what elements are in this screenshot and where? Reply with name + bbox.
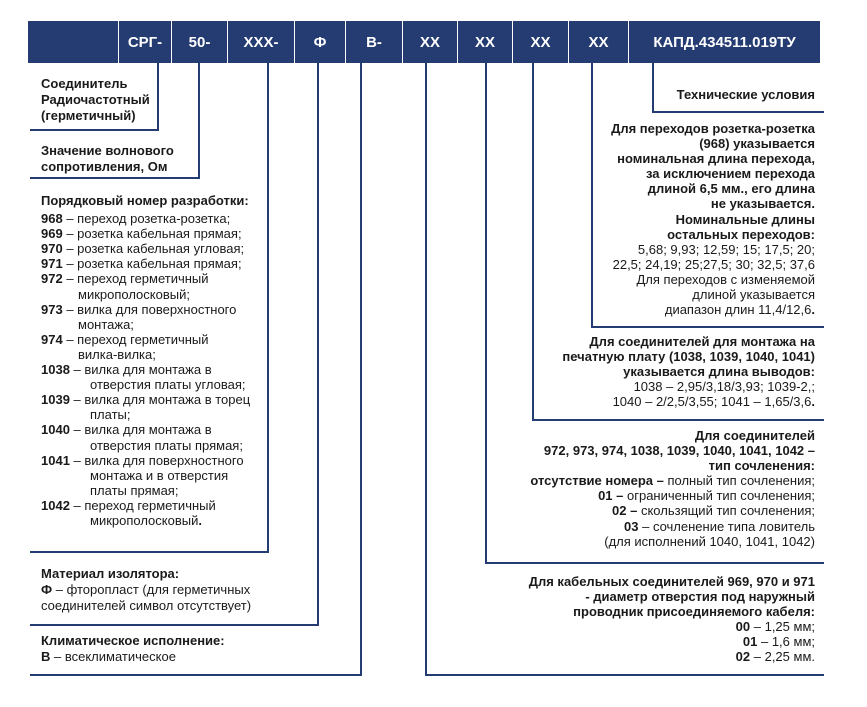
serial-text-cont: платы прямая; <box>90 482 179 498</box>
cable-line: проводник присоединяемого кабеля: <box>573 604 815 620</box>
serial-text-cont: платы; <box>90 407 131 423</box>
transitions-line: (968) указывается <box>699 136 815 152</box>
cable-line: Для кабельных соединителей 969, 970 и 971 <box>528 574 815 589</box>
transitions-line: Для переходов розетка-розетка <box>611 121 815 136</box>
serial-item <box>41 302 250 317</box>
serial-item <box>41 271 250 286</box>
transitions-value: диапазон длин 11,4/12,6 <box>664 302 812 318</box>
serial-text: – вилка для поверхностного <box>66 301 237 317</box>
serial-item <box>41 362 250 377</box>
serial-item <box>41 332 250 347</box>
mating-text: скользящий тип сочленения; <box>637 503 815 519</box>
serial-item <box>41 226 250 241</box>
serial-code: 971 <box>41 256 63 272</box>
transitions-value: Для переходов с изменяемой <box>636 271 815 287</box>
transitions-end-dot: . <box>811 302 815 318</box>
header-cell-pcb: ХХ <box>513 21 568 63</box>
mating-note: (для исполнений 1040, 1041, 1042) <box>604 533 815 549</box>
serial-code: 1039 <box>41 392 70 408</box>
serial-text: – переход герметичный <box>66 331 209 347</box>
serial-item <box>41 453 250 468</box>
transitions-line: номинальная длина перехода, <box>617 151 815 167</box>
serial-text-cont: вилка-вилка; <box>78 346 156 362</box>
pcb-end-dot: . <box>811 394 815 410</box>
header-cell-mating: ХХ <box>458 21 512 63</box>
climate-heading: Климатическое исполнение: <box>41 633 225 648</box>
serial-text: – розетка кабельная угловая; <box>66 241 245 257</box>
header-cell-serial: ХХХ- <box>228 21 294 63</box>
serial-item <box>41 392 250 407</box>
transitions-value: 22,5; 24,19; 25;27,5; 30; 32,5; 37,6 <box>612 256 815 272</box>
serial-text: – розетка кабельная прямая; <box>66 256 242 272</box>
serial-item <box>41 498 250 513</box>
spec-text: Технические условия <box>676 87 815 102</box>
serial-text: – переход герметичный <box>66 271 209 287</box>
mating-code: 01 – <box>598 488 624 504</box>
serial-code: 1038 <box>41 362 70 378</box>
climate-text: – всеклиматическое <box>54 649 176 664</box>
serial-code: 1040 <box>41 422 70 438</box>
header-cell-insulator: Ф <box>295 21 345 63</box>
serial-code: 968 <box>41 211 63 227</box>
serial-end-dot: . <box>198 512 202 528</box>
pcb-value: 1038 – 2,95/3,18/3,93; 1039-2,; <box>633 379 815 395</box>
mating-option <box>530 473 815 488</box>
transitions-line: не указывается. <box>710 196 815 212</box>
serial-item <box>41 241 250 256</box>
transitions-line: за исключением перехода <box>645 166 815 182</box>
serial-code: 974 <box>41 331 63 347</box>
climate-block <box>41 633 225 665</box>
header-cell-spec: КАПД.434511.019ТУ <box>629 21 820 63</box>
insulator-block <box>41 566 251 614</box>
cable-code: 00 <box>735 619 751 635</box>
serial-heading: Порядковый номер разработки: <box>41 193 249 208</box>
pcb-line: печатную плату (1038, 1039, 1040, 1041) <box>562 349 815 365</box>
mating-option <box>530 519 815 534</box>
connector-line: Радиочастотный <box>41 92 150 107</box>
cable-code: 02 <box>735 649 751 665</box>
serial-text: – переход герметичный <box>73 497 216 513</box>
serial-text-cont <box>41 513 250 528</box>
cable-option <box>529 634 815 649</box>
insulator-text-cont: соединителей символ отсутствует) <box>41 598 252 613</box>
impedance-block <box>41 143 174 175</box>
spec-block <box>677 87 815 102</box>
header-cell-length: ХХ <box>569 21 628 63</box>
insulator-heading: Материал изолятора: <box>41 566 180 581</box>
cable-option <box>529 649 815 664</box>
serial-code: 970 <box>41 241 63 257</box>
impedance-line: сопротивления, Ом <box>41 159 168 174</box>
transitions-block <box>611 121 815 317</box>
connector-line: (герметичный) <box>41 108 136 123</box>
mating-option <box>530 488 815 503</box>
serial-block <box>41 193 250 528</box>
serial-text: – переход розетка-розетка; <box>66 211 231 227</box>
serial-text: – розетка кабельная прямая; <box>66 226 242 242</box>
pcb-line: Для соединителей для монтажа на <box>589 334 815 349</box>
serial-text: – вилка для монтажа в <box>73 362 212 378</box>
serial-text-cont: монтажа и в отверстия <box>90 467 229 483</box>
serial-text-cont: отверстия платы прямая; <box>90 437 243 453</box>
serial-text: – вилка для монтажа в <box>73 422 212 438</box>
cable-text: – 1,6 мм; <box>757 634 815 650</box>
mating-text: ограниченный тип сочленения; <box>623 488 815 504</box>
transitions-value: 5,68; 9,93; 12,59; 15; 17,5; 20; <box>637 241 815 257</box>
serial-text: микрополосковый <box>90 512 199 528</box>
connector-block <box>41 76 150 124</box>
mating-line: Для соединителей <box>694 428 815 443</box>
pcb-value: 1040 – 2/2,5/3,55; 1041 – 1,65/3,6 <box>612 394 812 410</box>
mating-option <box>530 503 815 518</box>
serial-text: – вилка для монтажа в торец <box>73 392 251 408</box>
mating-code: отсутствие номера – <box>530 473 664 489</box>
serial-item <box>41 256 250 271</box>
insulator-text: – фторопласт (для герметичных <box>55 582 251 597</box>
serial-text-cont: микрополосковый; <box>78 286 190 302</box>
pcb-line: указывается длина выводов: <box>623 364 815 380</box>
header-cell-climate: В- <box>346 21 402 63</box>
cable-code: 01 <box>742 634 758 650</box>
serial-text-cont: отверстия платы угловая; <box>90 377 246 393</box>
cable-block <box>529 574 815 665</box>
transitions-line: длиной 6,5 мм., его длина <box>647 181 815 197</box>
mating-block <box>530 428 815 549</box>
transitions-value: длиной указывается <box>692 287 815 303</box>
mating-text: – сочленение типа ловитель <box>638 518 815 534</box>
connector-line: Соединитель <box>41 76 128 91</box>
serial-code: 972 <box>41 271 63 287</box>
serial-code: 969 <box>41 226 63 242</box>
pcb-block <box>562 334 815 409</box>
transitions-line: остальных переходов: <box>667 226 815 242</box>
cable-option <box>529 619 815 634</box>
mating-line: тип сочленения: <box>708 458 815 474</box>
serial-code: 1041 <box>41 452 70 468</box>
serial-text-cont: монтажа; <box>78 316 134 332</box>
cable-line: - диаметр отверстия под наружный <box>585 589 815 605</box>
cable-text: – 2,25 мм. <box>750 649 815 665</box>
mating-code: 03 <box>624 518 639 534</box>
header-cell-srg: СРГ- <box>119 21 171 63</box>
mating-text: полный тип сочленения; <box>663 473 815 489</box>
header-empty-cell <box>28 21 118 63</box>
mating-code: 02 – <box>612 503 638 519</box>
transitions-line: Номинальные длины <box>675 211 815 227</box>
cable-text: – 1,25 мм; <box>750 619 815 635</box>
serial-item <box>41 211 250 226</box>
insulator-code: Ф <box>41 582 53 597</box>
impedance-line: Значение волнового <box>41 143 174 158</box>
serial-text: – вилка для поверхностного <box>73 452 244 468</box>
serial-code: 1042 <box>41 497 70 513</box>
serial-code: 973 <box>41 301 63 317</box>
header-cell-cable: ХХ <box>403 21 457 63</box>
serial-item <box>41 422 250 437</box>
mating-line: 972, 973, 974, 1038, 1039, 1040, 1041, 1042 – <box>543 443 815 459</box>
header-cell-impedance: 50- <box>172 21 227 63</box>
climate-code: В <box>41 649 51 664</box>
